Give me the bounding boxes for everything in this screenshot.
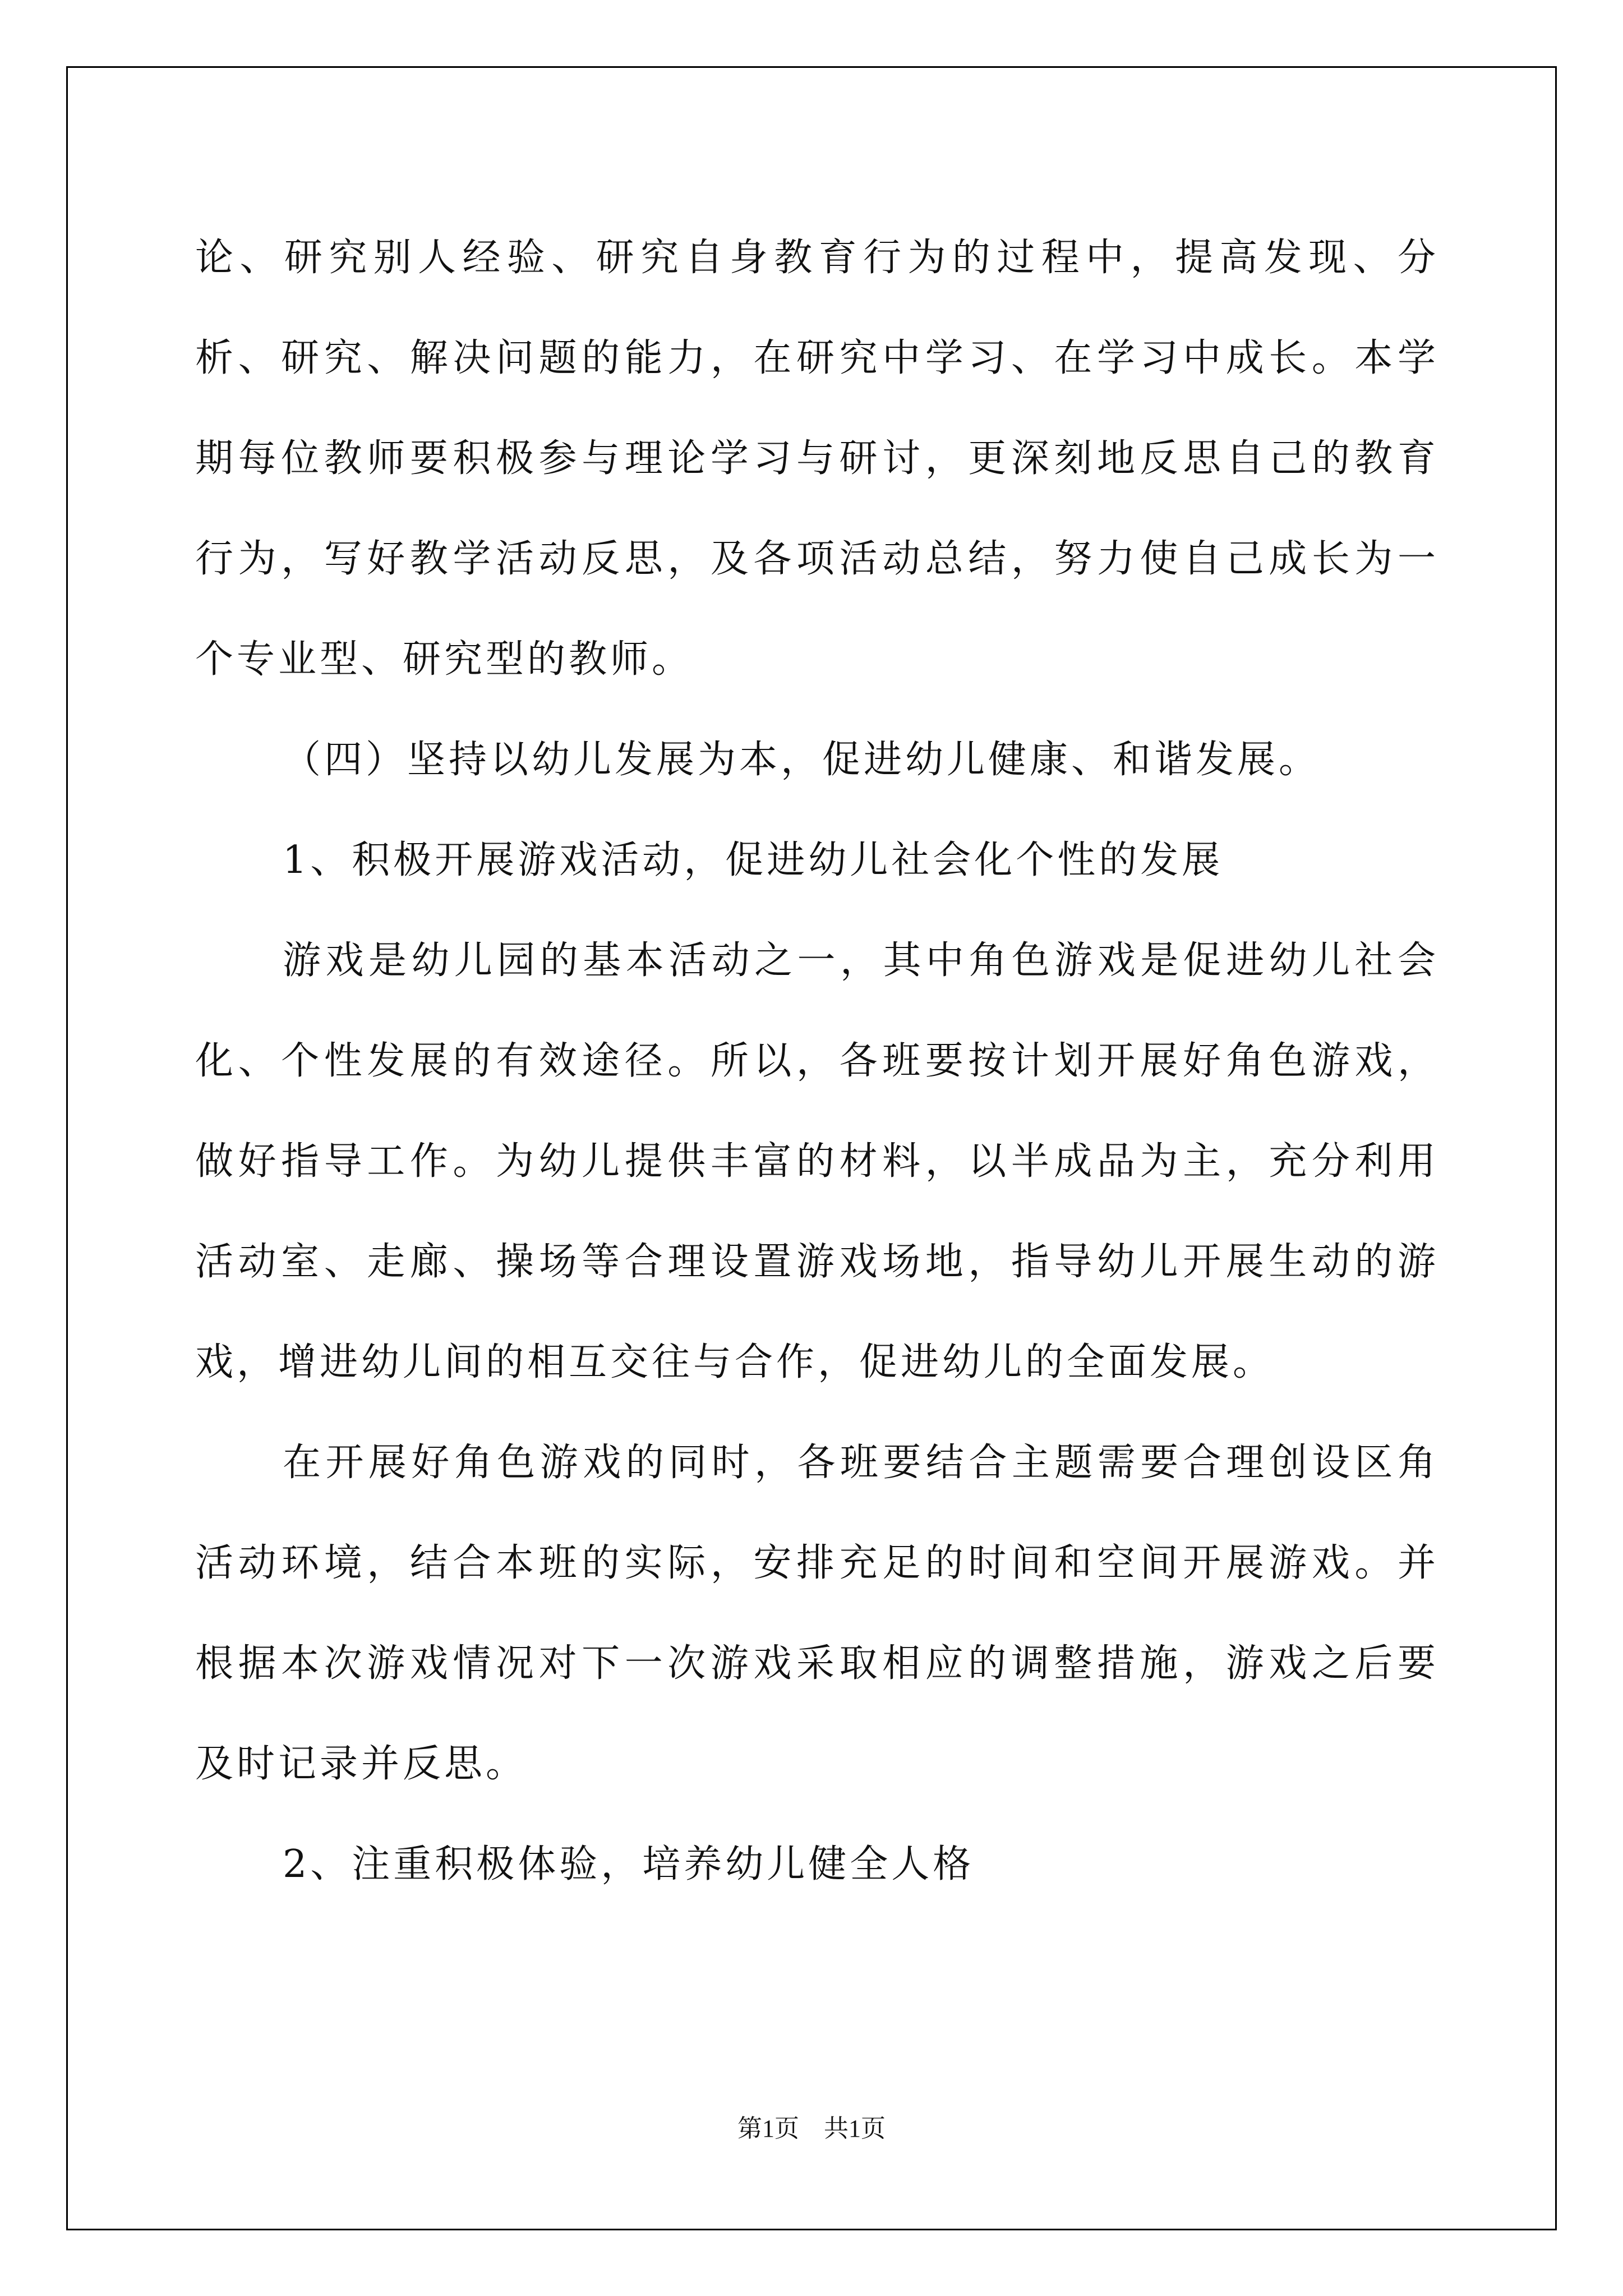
subsection-heading-1: 1、积极开展游戏活动，促进幼儿社会化个性的发展: [283, 838, 1224, 882]
paragraph-corner-activities: 在开展好角色游戏的同时，各班要结合主题需要合理创设区角活动环境，结合本班的实际，安排充足的时间和空间开展游戏。并根据本次游戏情况对下一次游戏采取相应的调整措施，游戏之后要及时记录并反思。: [195, 1441, 1439, 1786]
page-number-footer: 第1页 共1页: [737, 2115, 886, 2142]
section-heading: （四）坚持以幼儿发展为本，促进幼儿健康、和谐发展。: [283, 738, 1321, 782]
paragraph-game-activities: 游戏是幼儿园的基本活动之一，其中角色游戏是促进幼儿社会化、个性发展的有效途径。所以，各班要按计划开展好角色游戏，做好指导工作。为幼儿提供丰富的材料，以半成品为主，充分利用活动室、走廊、操场等合理设置游戏场地，指导幼儿开展生动的游戏，增进幼儿间的相互交往与合作，促进幼儿的全面发展。: [195, 938, 1439, 1384]
document-body: [195, 208, 1439, 1915]
paragraph-continuation: 论、研究别人经验、研究自身教育行为的过程中，提高发现、分析、研究、解决问题的能力，在研究中学习、在学习中成长。本学期每位教师要积极参与理论学习与研讨，更深刻地反思自己的教育行为，写好教学活动反思，及各项活动总结，努力使自己成长为一个专业型、研究型的教师。: [195, 236, 1439, 682]
subsection-heading-2: 2、注重积极体验，培养幼儿健全人格: [283, 1842, 975, 1887]
